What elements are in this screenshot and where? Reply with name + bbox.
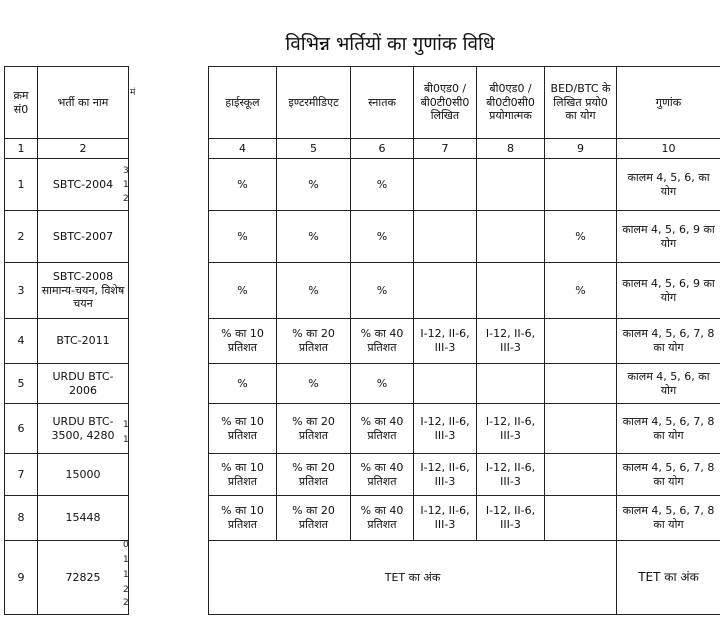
truncated-text: 2 (123, 598, 129, 608)
highschool-cell: % का 10 प्रतिशत (209, 319, 277, 364)
serial-cell: 2 (5, 211, 38, 263)
recruitment-name-cell: SBTC-2004 (38, 159, 129, 211)
bed-total-cell: % (545, 263, 617, 319)
highschool-cell: % (209, 263, 277, 319)
column-number-row (5, 139, 129, 159)
recruitment-name-cell: URDU BTC-2006 (38, 364, 129, 404)
truncated-text: 3 (123, 166, 129, 176)
serial-cell: 8 (5, 496, 38, 541)
header-graduation: स्नातक (351, 67, 414, 139)
bed-written-cell: I-12, II-6, III-3 (414, 404, 477, 454)
gunank-cell: कालम 4, 5, 6, 7, 8 का योग (617, 454, 720, 496)
bed-practical-cell: I-12, II-6, III-3 (477, 454, 545, 496)
table-row (5, 159, 129, 211)
bed-total-cell (545, 159, 617, 211)
bed-written-cell: I-12, II-6, III-3 (414, 496, 477, 541)
bed-practical-cell (477, 211, 545, 263)
recruitment-name-cell: 15000 (38, 454, 129, 496)
bed-written-cell (414, 263, 477, 319)
header-bed-practical: बी0एड0 / बी0टी0सी0 प्रयोगात्मक (477, 67, 545, 139)
table-row (5, 541, 129, 615)
table-row (5, 404, 129, 454)
header-bed-total: BED/BTC के लिखित प्रयो0 का योग (545, 67, 617, 139)
serial-cell: 4 (5, 319, 38, 364)
table-header-row (209, 67, 720, 139)
bed-practical-cell: I-12, II-6, III-3 (477, 496, 545, 541)
graduation-cell: % (351, 263, 414, 319)
recruitment-name-cell: SBTC-2008 सामान्य-चयन, विशेष चयन (38, 263, 129, 319)
gunank-cell: कालम 4, 5, 6, 9 का योग (617, 211, 720, 263)
gunank-cell: कालम 4, 5, 6, का योग (617, 364, 720, 404)
table-row (209, 159, 720, 211)
highschool-cell: % का 10 प्रतिशत (209, 454, 277, 496)
header-highschool: हाईस्कूल (209, 67, 277, 139)
bed-written-cell (414, 159, 477, 211)
truncated-text: 2 (123, 194, 129, 204)
serial-cell: 9 (5, 541, 38, 615)
truncated-text: 1 (123, 180, 129, 190)
bed-written-cell (414, 211, 477, 263)
table-row (209, 211, 720, 263)
intermediate-cell: % का 20 प्रतिशत (277, 404, 351, 454)
header-gunank: गुणांक (617, 67, 720, 139)
col-number: 2 (38, 139, 129, 159)
intermediate-cell: % (277, 211, 351, 263)
page-title: विभिन्न भर्तियों का गुणांक विधि (285, 33, 495, 55)
header-serial: क्रम सं0 (5, 67, 38, 139)
table-row (209, 404, 720, 454)
truncated-text: 1 (123, 555, 129, 565)
bed-written-cell: I-12, II-6, III-3 (414, 319, 477, 364)
truncated-text: 1 (123, 420, 129, 430)
bed-written-cell: I-12, II-6, III-3 (414, 454, 477, 496)
table-row (5, 454, 129, 496)
bed-total-cell (545, 496, 617, 541)
col-number: 1 (5, 139, 38, 159)
serial-cell: 7 (5, 454, 38, 496)
table-header-row (5, 67, 129, 139)
graduation-cell: % का 40 प्रतिशत (351, 454, 414, 496)
table-row (5, 211, 129, 263)
recruitment-name-cell: SBTC-2007 (38, 211, 129, 263)
column-number-row (209, 139, 720, 159)
serial-cell: 5 (5, 364, 38, 404)
bed-practical-cell: I-12, II-6, III-3 (477, 319, 545, 364)
col-number: 9 (545, 139, 617, 159)
table-row (5, 263, 129, 319)
intermediate-cell: % (277, 263, 351, 319)
intermediate-cell: % का 20 प्रतिशत (277, 496, 351, 541)
gunank-cell: कालम 4, 5, 6, 9 का योग (617, 263, 720, 319)
table-row (5, 364, 129, 404)
table-row (5, 319, 129, 364)
intermediate-cell: % (277, 159, 351, 211)
serial-cell: 3 (5, 263, 38, 319)
graduation-cell: % का 40 प्रतिशत (351, 404, 414, 454)
bed-practical-cell (477, 263, 545, 319)
col-number: 10 (617, 139, 720, 159)
bed-total-cell (545, 404, 617, 454)
header-intermediate: इण्टरमीडिएट (277, 67, 351, 139)
highschool-cell: % (209, 364, 277, 404)
intermediate-cell: % का 20 प्रतिशत (277, 454, 351, 496)
truncated-text: 1 (123, 435, 129, 445)
col-number: 5 (277, 139, 351, 159)
right-table (208, 66, 720, 615)
bed-total-cell: % (545, 211, 617, 263)
col-number: 4 (209, 139, 277, 159)
bed-written-cell (414, 364, 477, 404)
bed-practical-cell (477, 364, 545, 404)
gunank-cell: कालम 4, 5, 6, 7, 8 का योग (617, 404, 720, 454)
bed-practical-cell: I-12, II-6, III-3 (477, 404, 545, 454)
gunank-cell: TET का अंक (617, 541, 720, 615)
highschool-cell: % (209, 159, 277, 211)
highschool-cell: % का 10 प्रतिशत (209, 496, 277, 541)
gunank-cell: कालम 4, 5, 6, का योग (617, 159, 720, 211)
graduation-cell: % का 40 प्रतिशत (351, 496, 414, 541)
gunank-cell: कालम 4, 5, 6, 7, 8 का योग (617, 496, 720, 541)
table-row (5, 496, 129, 541)
table-row (209, 496, 720, 541)
graduation-cell: % (351, 211, 414, 263)
bed-total-cell (545, 454, 617, 496)
bed-practical-cell (477, 159, 545, 211)
col-number: 6 (351, 139, 414, 159)
table-row (209, 263, 720, 319)
tet-merged-cell: TET का अंक (209, 541, 617, 615)
recruitment-name-cell: 72825 (38, 541, 129, 615)
recruitment-name-cell: 15448 (38, 496, 129, 541)
header-bed-written: बी0एड0 / बी0टी0सी0 लिखित (414, 67, 477, 139)
recruitment-name-cell: URDU BTC-3500, 4280 (38, 404, 129, 454)
col-number: 8 (477, 139, 545, 159)
intermediate-cell: % का 20 प्रतिशत (277, 319, 351, 364)
serial-cell: 6 (5, 404, 38, 454)
table-row (209, 319, 720, 364)
intermediate-cell: % (277, 364, 351, 404)
left-table (4, 66, 129, 615)
truncated-text: 0 (123, 540, 129, 550)
bed-total-cell (545, 319, 617, 364)
table-row (209, 454, 720, 496)
graduation-cell: % का 40 प्रतिशत (351, 319, 414, 364)
graduation-cell: % (351, 159, 414, 211)
graduation-cell: % (351, 364, 414, 404)
header-recruitment-name: भर्ती का नाम (38, 67, 129, 139)
truncated-text: 1 (123, 570, 129, 580)
highschool-cell: % (209, 211, 277, 263)
col-number: 7 (414, 139, 477, 159)
highschool-cell: % का 10 प्रतिशत (209, 404, 277, 454)
table-row (209, 541, 720, 615)
gunank-cell: कालम 4, 5, 6, 7, 8 का योग (617, 319, 720, 364)
table-row (209, 364, 720, 404)
truncated-text: 2 (123, 585, 129, 595)
truncated-text: मं (130, 88, 136, 98)
recruitment-name-cell: BTC-2011 (38, 319, 129, 364)
bed-total-cell (545, 364, 617, 404)
serial-cell: 1 (5, 159, 38, 211)
